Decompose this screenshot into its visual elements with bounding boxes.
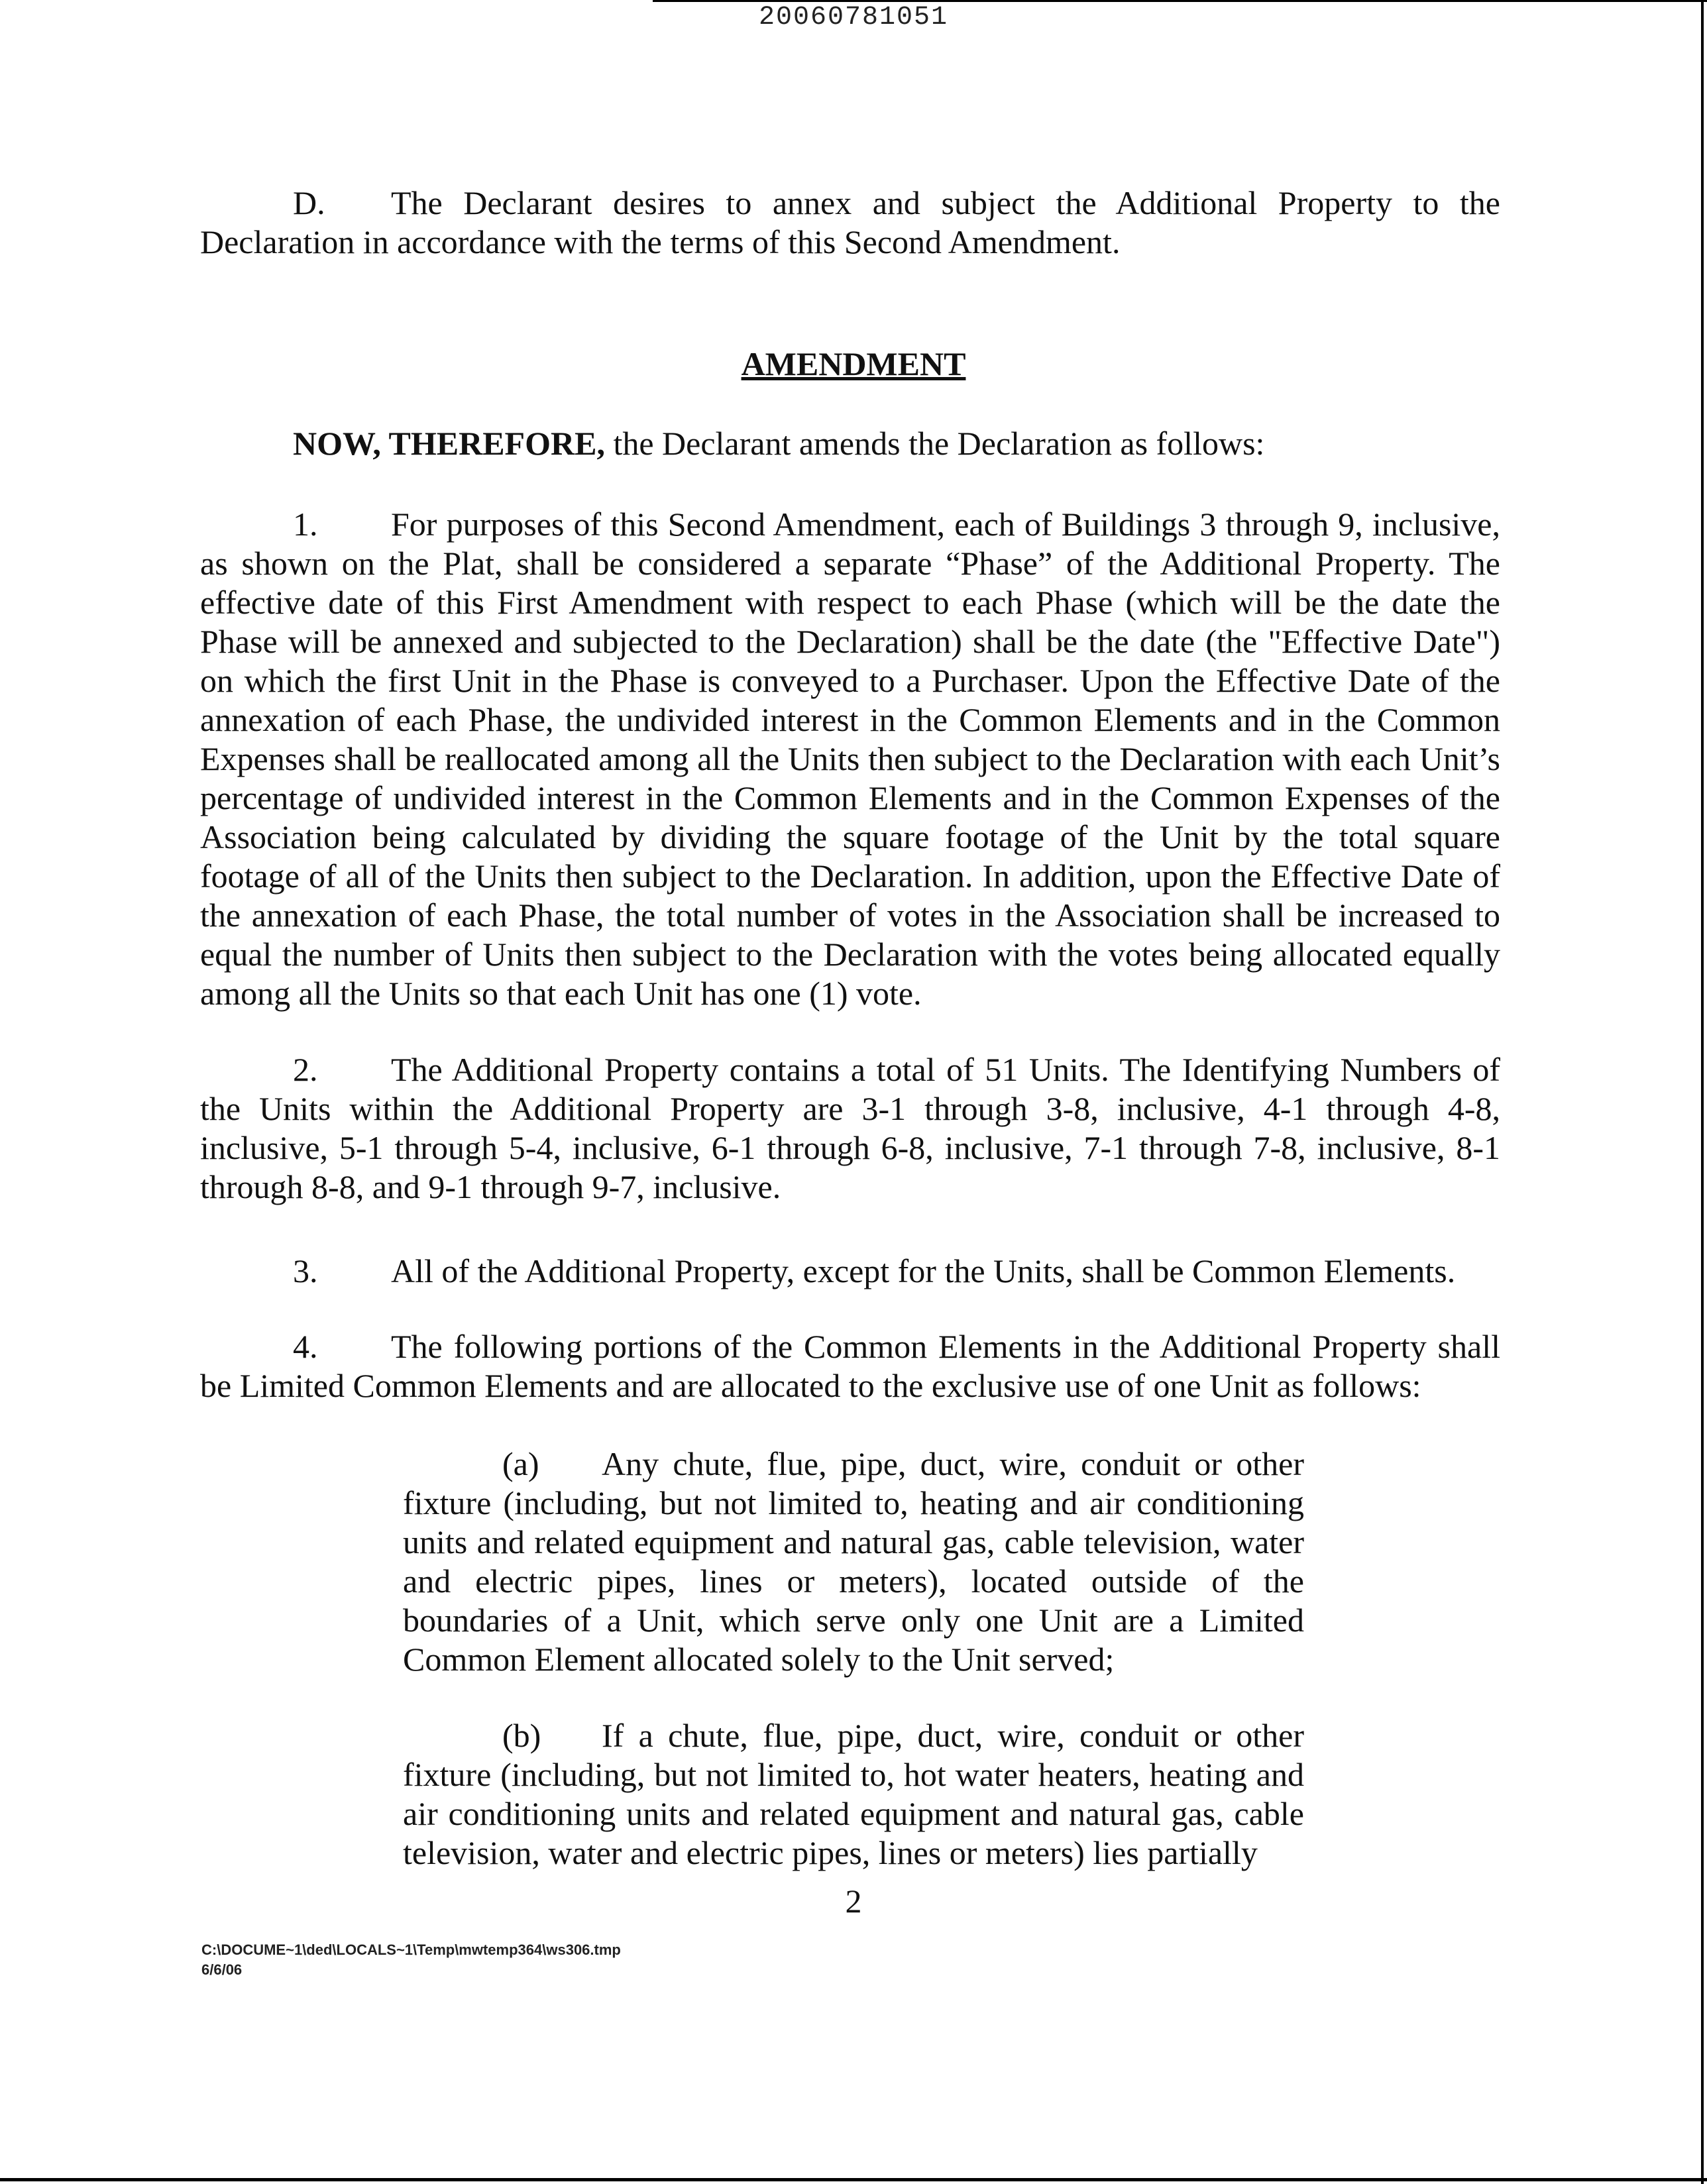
page-border-top	[653, 0, 1707, 2]
intro-text: the Declarant amends the Declaration as follows:	[604, 425, 1265, 462]
paragraph-4	[200, 1327, 1500, 1405]
subparagraph-b-label: (b)	[502, 1717, 541, 1754]
subparagraph-a-label: (a)	[502, 1445, 539, 1482]
footer-file-path: C:\DOCUME~1\ded\LOCALS~1\Temp\mwtemp364\ws306.tmp	[201, 1941, 621, 1958]
paragraph-2-number: 2.	[293, 1051, 318, 1088]
recital-d-text: The Declarant desires to annex and subject the Additional Property to the Declaration in accordance with the terms of this Second Amendment.	[200, 184, 1500, 260]
subparagraph-b-text: If a chute, flue, pipe, duct, wire, conduit or other fixture (including, but not limited to, hot water heaters, heating and air conditioning units and related equipment and natural gas, cable television, water and electric pipes, lines or meters) lies partially	[403, 1717, 1304, 1871]
paragraph-1-number: 1.	[293, 506, 318, 543]
document-number: 20060781051	[758, 3, 949, 32]
paragraph-1-text: For purposes of this Second Amendment, each of Buildings 3 through 9, inclusive, as shown on the Plat, shall be considered a separate “Phase” of the Additional Property. The effective date of this First Amendment with respect to each Phase (which will be the date the Phase will be annexed and subjected to the Declaration) shall be the date (the "Effective Date") on which the first Unit in the Phase is conveyed to a Purchaser. Upon the Effective Date of the annexation of each Phase, the undivided interest in the Common Elements and in the Common Expenses shall be reallocated among all the Units then subject to the Declaration with each Unit’s percentage of undivided interest in the Common Elements and in the Common Expenses of the Association being calculated by dividing the square footage of the Unit by the total square footage of all of the Units then subject to the Declaration. In addition, upon the Effective Date of the annexation of each Phase, the total number of votes in the Association shall be increased to equal the number of Units then subject to the Declaration with the votes being allocated equally among all the Units so that each Unit has one (1) vote.	[200, 506, 1500, 1012]
paragraph-1	[200, 505, 1500, 1013]
page-number: 2	[845, 1883, 862, 1920]
paragraph-3	[200, 1252, 1500, 1291]
paragraph-3-number: 3.	[293, 1252, 318, 1289]
subparagraph-b	[403, 1716, 1304, 1873]
intro-bold-lead: NOW, THEREFORE,	[293, 425, 605, 462]
page-border-bottom	[0, 2178, 1707, 2181]
page-border-right	[1701, 0, 1704, 2184]
paragraph-2	[200, 1050, 1500, 1207]
footer	[201, 1940, 621, 1980]
recital-d	[200, 184, 1500, 262]
recital-d-label: D.	[293, 184, 325, 221]
subparagraph-a-text: Any chute, flue, pipe, duct, wire, conduit or other fixture (including, but not limited to, heating and air conditioning units and related equipment and natural gas, cable television, water and electric pipes, lines or meters), located outside of the boundaries of a Unit, which serve only one Unit are a Limited Common Element allocated solely to the Unit served;	[403, 1445, 1304, 1678]
intro-paragraph	[293, 424, 1500, 463]
paragraph-4-text: The following portions of the Common Elements in the Additional Property shall be Limited Common Elements and are allocated to the exclusive use of one Unit as follows:	[200, 1328, 1500, 1404]
paragraph-2-text: The Additional Property contains a total of 51 Units. The Identifying Numbers of the Units within the Additional Property are 3-1 through 3-8, inclusive, 4-1 through 4-8, inclusive, 5-1 through 5-4, inclusive, 6-1 through 6-8, inclusive, 7-1 through 7-8, inclusive, 8-1 through 8-8, and 9-1 through 9-7, inclusive.	[200, 1051, 1500, 1205]
footer-date: 6/6/06	[201, 1961, 243, 1978]
amendment-heading: AMENDMENT	[741, 345, 966, 382]
paragraph-3-text: All of the Additional Property, except for the Units, shall be Common Elements.	[391, 1252, 1456, 1289]
subparagraph-a	[403, 1445, 1304, 1679]
paragraph-4-number: 4.	[293, 1328, 318, 1365]
